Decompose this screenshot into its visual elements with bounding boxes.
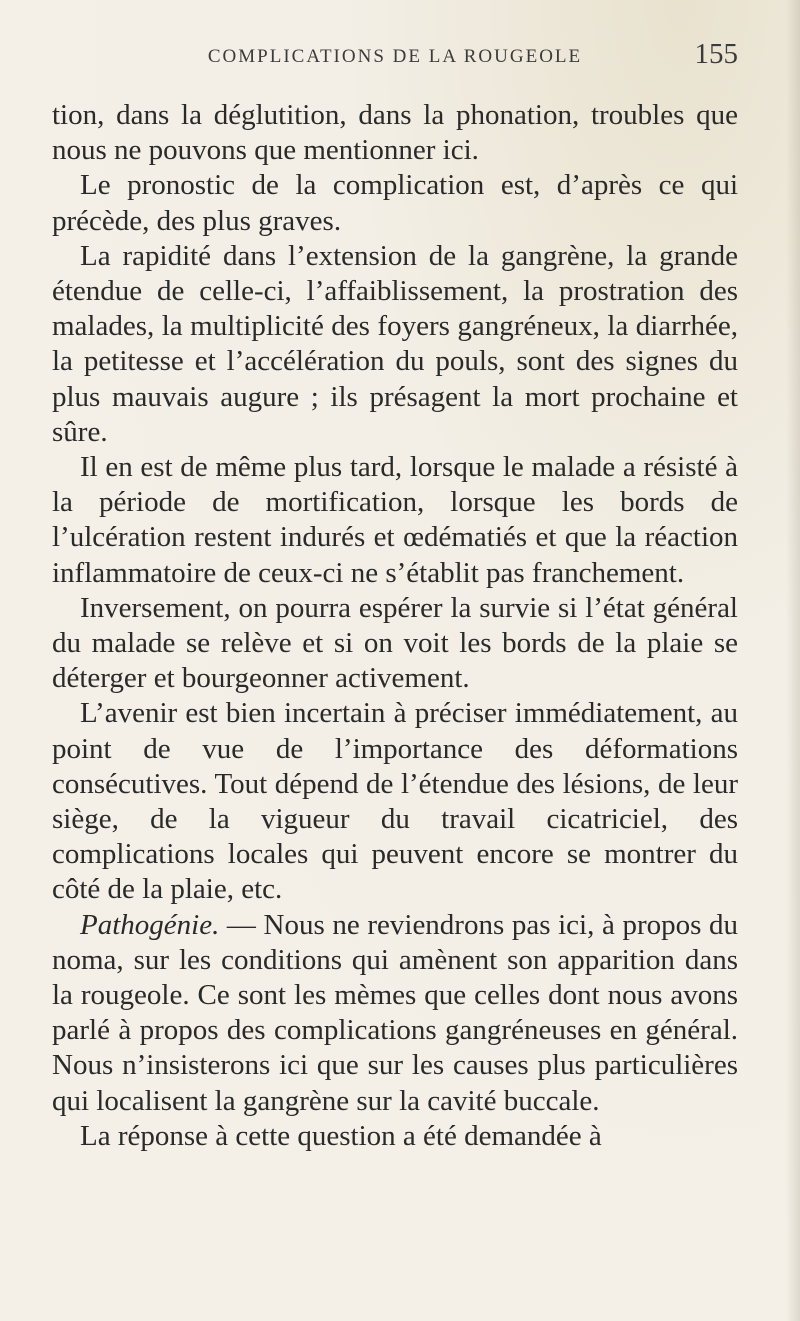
paragraph-text: La réponse à cette question a été demandée à xyxy=(80,1119,602,1152)
paragraph xyxy=(52,98,738,168)
paragraph-text: tion, dans la déglutition, dans la phonation, troubles que nous ne pouvons que mentionner ici. xyxy=(52,99,738,167)
paragraph-text: — Nous ne reviendrons pas ici, à propos du noma, sur les conditions qui amènent son apparition dans la rougeole. Ce sont les mèmes que celles dont nous avons parlé à propos des complications gangréneuses en général. Nous n’insisterons ici que sur les causes plus particulières qui localisent la gangrène sur la cavité buccale. xyxy=(52,908,738,1117)
page-edge-shadow xyxy=(786,0,800,1321)
paragraph xyxy=(52,168,738,238)
running-title: COMPLICATIONS DE LA ROUGEOLE xyxy=(207,46,583,67)
paragraph-text: L’avenir est bien incertain à préciser immédiatement, au point de vue de l’importance des déformations consécutives. Tout dépend de l’étendue des lésions, de leur siège, de la vigueur du travail cicatriciel, des complications locales qui peuvent encore se montrer du côté de la plaie, etc. xyxy=(52,697,738,906)
paragraph xyxy=(52,908,738,1119)
body-text xyxy=(52,98,738,1154)
paragraph xyxy=(52,696,738,907)
section-heading: Pathogénie. xyxy=(80,908,220,941)
paragraph-text: Il en est de même plus tard, lorsque le malade a résisté à la période de mortification, lorsque les bords de l’ulcération restent indurés et œdématiés et que la réaction inflammatoire de ceux-ci ne s’établit pas franchement. xyxy=(52,451,738,589)
paragraph xyxy=(52,450,738,591)
paragraph xyxy=(52,591,738,697)
page-header xyxy=(52,38,738,76)
page-number: 155 xyxy=(694,38,738,70)
paragraph-text: La rapidité dans l’extension de la gangrène, la grande étendue de celle-ci, l’affaiblissement, la prostration des malades, la multiplicité des foyers gangréneux, la diarrhée, la petitesse et l’accélération du pouls, sont des signes du plus mauvais augure ; ils présagent la mort prochaine et sûre. xyxy=(52,239,738,448)
paragraph xyxy=(52,239,738,450)
paragraph-text: Le pronostic de la complication est, d’après ce qui précède, des plus graves. xyxy=(52,169,738,237)
paragraph xyxy=(52,1119,738,1154)
paragraph-text: Inversement, on pourra espérer la survie si l’état général du malade se relève et si on voit les bords de la plaie se déterger et bourgeonner activement. xyxy=(52,591,738,695)
